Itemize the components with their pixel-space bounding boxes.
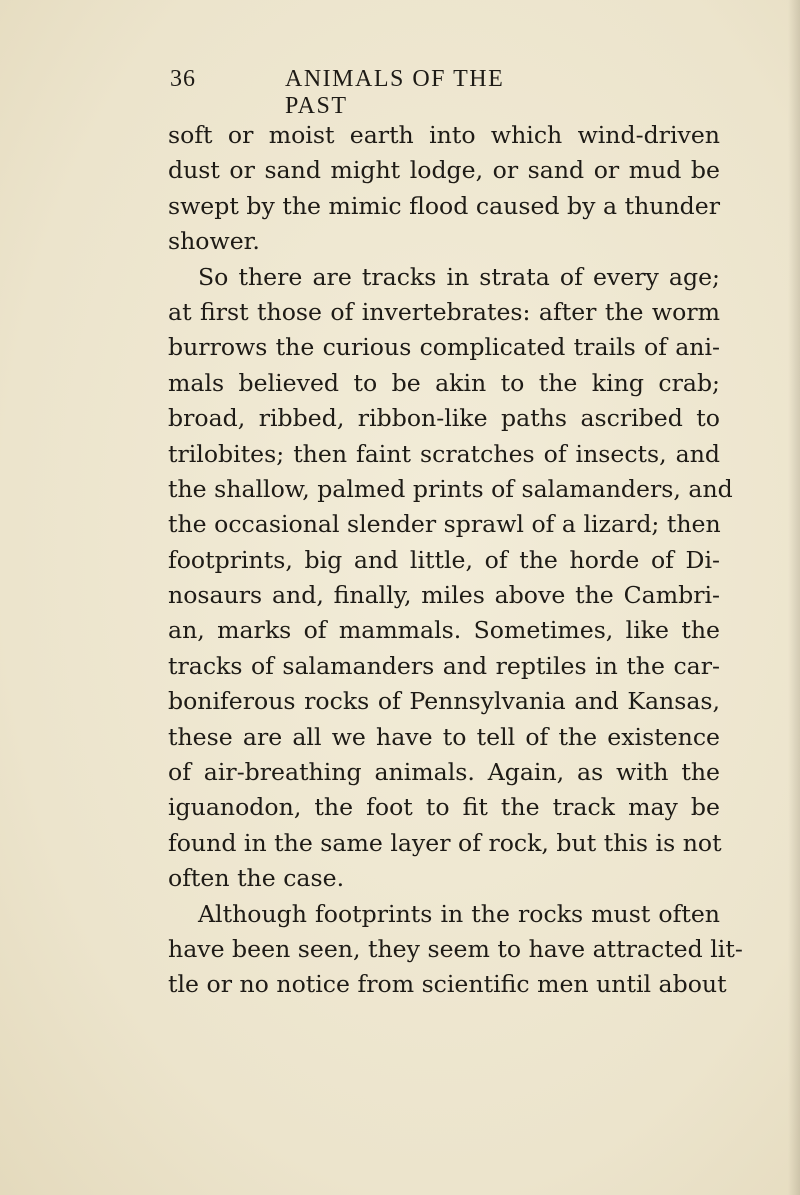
text-line: found in the same layer of rock, but this is not — [168, 828, 722, 857]
page-number: 36 — [170, 66, 196, 92]
text-line: dust or sand might lodge, or sand or mud be — [168, 156, 720, 185]
text-line: tracks of salamanders and reptiles in the car- — [168, 651, 720, 680]
text-line: iguanodon, the foot to fit the track may be — [168, 793, 720, 822]
text-line: the shallow, palmed prints of salamanders, and — [168, 474, 733, 503]
page-title: ANIMALS OF THE PAST — [285, 66, 505, 119]
text-line: swept by the mimic flood caused by a thunder — [168, 191, 720, 220]
text-line: soft or moist earth into which wind-driven — [168, 121, 720, 149]
text-line: So there are tracks in strata of every age; — [198, 262, 720, 291]
text-line: mals believed to be akin to the king crab; — [168, 368, 720, 397]
text-line: burrows the curious complicated trails of ani- — [168, 333, 720, 362]
text-line: have been seen, they seem to have attracted lit- — [168, 934, 743, 963]
text-line: Although footprints in the rocks must often — [198, 899, 720, 928]
text-line: broad, ribbed, ribbon-like paths ascribed to — [168, 404, 720, 433]
text-line: tle or no notice from scientific men until about — [168, 970, 727, 999]
text-line: boniferous rocks of Pennsylvania and Kansas, — [168, 687, 720, 716]
text-line: these are all we have to tell of the existence — [168, 722, 720, 751]
text-line: nosaurs and, finally, miles above the Cambri- — [168, 581, 720, 610]
text-line: an, marks of mammals. Sometimes, like the — [168, 616, 720, 645]
text-line: at first those of invertebrates: after the worm — [168, 297, 720, 326]
page-edge-shadow — [788, 0, 800, 1195]
body-text — [168, 118, 743, 1003]
text-line: trilobites; then faint scratches of insects, and — [168, 439, 720, 468]
text-line: the occasional slender sprawl of a lizard; then — [168, 510, 721, 539]
text-line: often the case. — [168, 864, 345, 893]
running-head — [170, 66, 570, 119]
text-line: shower. — [168, 227, 260, 256]
text-line: of air-breathing animals. Again, as with the — [168, 758, 720, 787]
text-line: footprints, big and little, of the horde of Di- — [168, 545, 720, 574]
